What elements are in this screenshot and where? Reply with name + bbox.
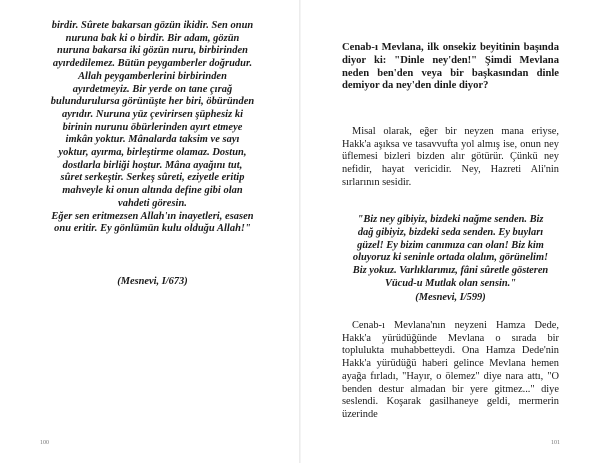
left-quote-line: yoktur, ayırma, birleştirme olamaz. Dostun, (58, 147, 247, 159)
left-quote-line: birinin nurunu öbürlerinden ayırt etmeye (62, 121, 243, 133)
left-quote-line: bulundurulursa görünüşte her biri, öbüründen (50, 96, 255, 108)
right-body-paragraph-2: Cenab-ı Mevlana'nın neyzeni Hamza Dede, Hakk'a yürüdüğünde Mevlana o sırada bir toplulukta muhabbetteydi. Ona Hamza Dede'nin Hakk'a yürüdüğü haberi gelince Mevlana hemen ayağa fırladı, "Hayır, o ölemez" diye nara attı, "O benden destur almadan bir yere gitmez..." diye seslendi. Koşarak gasilhaneye geldi, mermerin üzerinde (342, 320, 559, 420)
right-quote-line: Vücud-u Mutlak olan sensin." (384, 277, 517, 289)
right-quote-line: "Biz ney gibiyiz, bizdeki nağme senden. Biz (357, 214, 544, 225)
left-quote-line: onu eritir. Ey gönlümün kulu olduğu Allah!" (54, 223, 251, 235)
left-quote-line: imkân yoktur. Mânalarda taksim ve sayı (65, 134, 240, 146)
right-body-paragraph-1: Misal olarak, eğer bir neyzen mana eriyse, Hakk'a aşıksa ve tasavvufta yol almış ise, onun ney üflemesi bizleri bizden alır götürür. Çünkü ney nefidir, hayat vericidir. Ney, Hazreti Ali'nin sırlarının sesidir. (342, 126, 559, 188)
right-quote-line: oluyoruz ki seninle ortada olalım, görünelim! (352, 252, 549, 264)
left-quote-line: sûret serkeştir. Serkeş sûreti, eziyetle eritip (60, 172, 245, 184)
left-quote-line: ayrıdır. Nuruna yüz çevirirsen şüphesiz ki (61, 108, 244, 120)
left-quote-line: nuruna bakarsa iki gözün nuru, birbirinden (57, 45, 248, 57)
left-quote-line: dostlarla birliği hoştur. Mâna ayağını tut, (62, 159, 243, 171)
page-number-left: 100 (40, 440, 49, 446)
right-citation: (Mesnevi, I/599) (415, 292, 486, 303)
right-quote-block (342, 214, 559, 291)
left-quote-line: nuruna bak ki o birdir. Bir adam, gözün (65, 32, 240, 44)
left-quote-line: birdir. Sûrete bakarsan gözün ikidir. Sen onun (51, 20, 254, 31)
left-quote-line: mahveyle ki onun altında define gibi olan (62, 185, 243, 197)
right-quote-line: Biz yokuz. Varlıklarımız, fâni sûretle gösteren (352, 265, 549, 277)
left-quote-line: Eğer sen eritmezsen Allah'ın inayetleri, esasen (51, 210, 254, 222)
left-quote-line: Allah peygamberlerini birbirinden (78, 70, 227, 82)
page-number-right: 101 (551, 440, 560, 446)
right-intro-paragraph: Cenab-ı Mevlana, ilk onsekiz beyitinin başında diyor ki: "Dinle ney'den!" Şimdi Mevlana neden ben'den veya bir başkasından dinle demiyor da ney'den dinle diyor? (342, 42, 559, 92)
left-citation: (Mesnevi, I/673) (117, 276, 188, 287)
right-quote-line: güzel! Ey bizim canımıza can olan! Biz kim (357, 239, 544, 251)
left-quote-line: ayırdedilemez. Bütün peygamberler doğrudur. (52, 58, 253, 70)
left-quote-line: vahdeti göresin. (118, 197, 187, 209)
right-quote-line: dağ gibiyiz, bizdeki seda senden. Ey buyları (357, 226, 544, 238)
left-quote-line: ayırdetmeyiz. Bir yerde on tane çırağ (72, 83, 233, 95)
left-quote-block (42, 20, 263, 236)
